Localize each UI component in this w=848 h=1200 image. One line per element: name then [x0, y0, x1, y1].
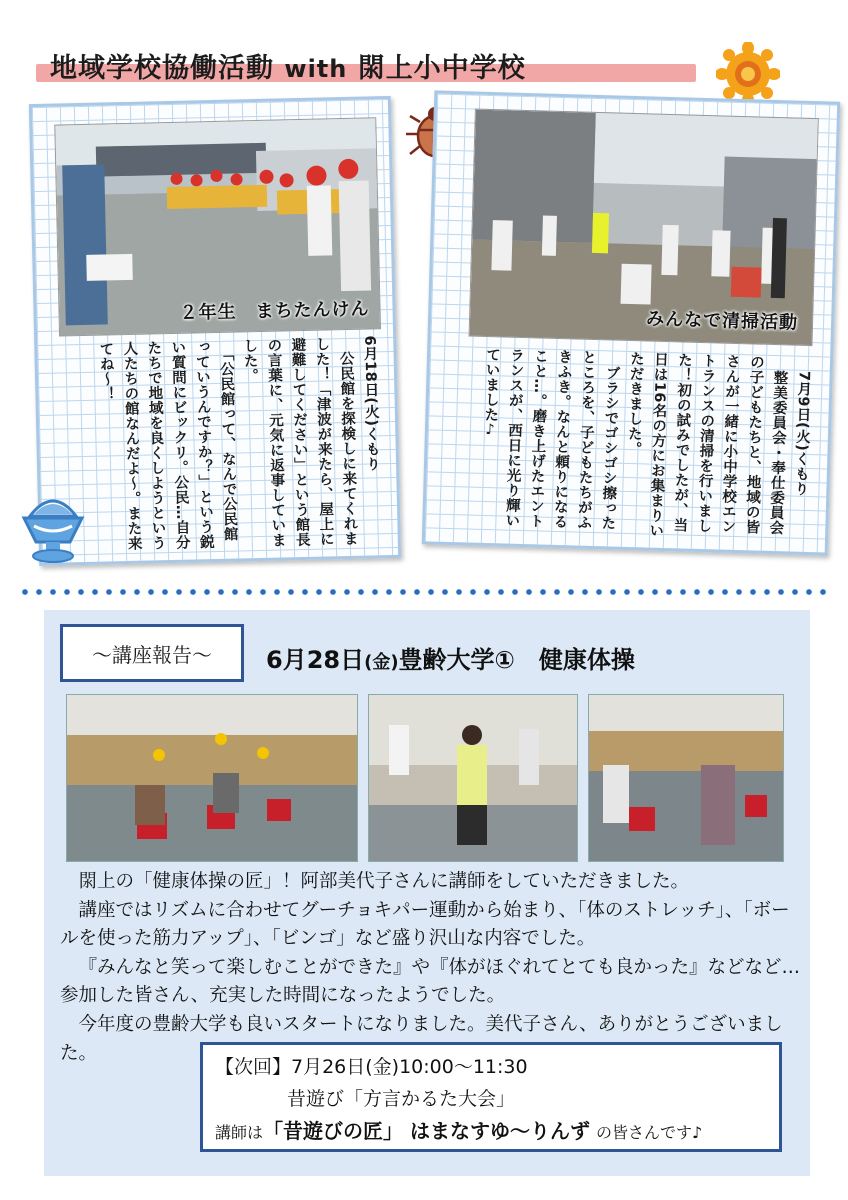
lecture-photo-1: [66, 694, 358, 862]
report-date: 6月28日: [266, 646, 365, 674]
next-session-box: [200, 1042, 782, 1152]
report-paragraph: 今年度の豊齢大学も良いスタートになりました。美代子さん、ありがとうございました。: [60, 1013, 783, 1064]
title-with: with: [284, 55, 348, 83]
photo-cleaning-activity: [469, 109, 819, 347]
report-weekday: (金): [364, 652, 399, 673]
photo-caption-right: みんなで清掃活動: [645, 308, 799, 334]
photo-caption-left: ２年生 まちたんけん: [179, 298, 370, 324]
page-title: [50, 46, 526, 85]
report-label: ～講座報告～: [60, 624, 244, 682]
photo-illustration: [589, 695, 784, 862]
photo-town-exploration: [54, 117, 381, 336]
shaved-ice-icon: [20, 486, 86, 568]
report-paragraph: 閖上の「健康体操の匠」！阿部美代子さんに講師をしていただきました。: [78, 871, 690, 892]
article-text-right: 7月9日(火)くもり 整美委員会・奉仕委員会の子どもたちと、地域の皆さんが一緒に小中学校エントランスの清掃を行いました！初の試みでしたが、当日は16名の方にお集まりいただきました。 ブラシでゴシゴシ擦ったところを、子どもたちがふきふき。なんと頼りになること…。磨き上げたエントランスが、西日に光り輝いていました♪: [481, 346, 813, 539]
next-session-date: 【次回】7月26日(金)10:00～11:30: [215, 1056, 528, 1078]
report-body: [60, 868, 800, 1068]
report-heading: [266, 640, 635, 675]
next-session-instructor: [215, 1115, 767, 1149]
report-event: 豊齢大学① 健康体操: [398, 646, 635, 674]
sunflower-icon: [716, 42, 780, 106]
report-paragraph: 講座ではリズムに合わせてグーチョキパー運動から始まり、「体のストレッチ」、「ボールを使った筋力アップ」、「ビンゴ」など盛り沢山な内容でした。: [60, 899, 790, 950]
report-paragraph: 『みんなと笑って楽しむことができた』や『体がほぐれてとても良かった』などなど…参加した皆さん、充実した時間になったようでした。: [60, 956, 801, 1007]
title-main: 地域学校協働活動: [50, 53, 274, 84]
instructor-name: 「昔遊びの匠」 はまなすゆ～りんず: [263, 1119, 590, 1143]
photo-illustration: [67, 695, 358, 862]
lecture-report-section: [44, 610, 810, 1176]
lecture-photo-2: [368, 694, 578, 862]
card-cleaning: [422, 90, 841, 555]
dotted-divider: [18, 588, 830, 596]
title-school: 閖上小中学校: [357, 53, 526, 84]
instructor-suffix: の皆さんです♪: [596, 1123, 703, 1142]
photo-illustration: [369, 695, 578, 862]
instructor-prefix: 講師は: [215, 1123, 264, 1142]
lecture-photo-3: [588, 694, 784, 862]
article-text-left: 6月18日(火)くもり 公民館を探検しに来てくれました！「津波が来たら、屋上に避難してください」という館長の言葉に、元気に返事していました。 「公民館って、なんで公民館っていうんですか？」という鋭い質問にビックリ。公民…自分たちで地域を良くしようという人たちの館なんだよ～。また来てね～！: [97, 335, 381, 552]
next-session-title: 昔遊び「方言かるた大会」: [287, 1088, 516, 1110]
